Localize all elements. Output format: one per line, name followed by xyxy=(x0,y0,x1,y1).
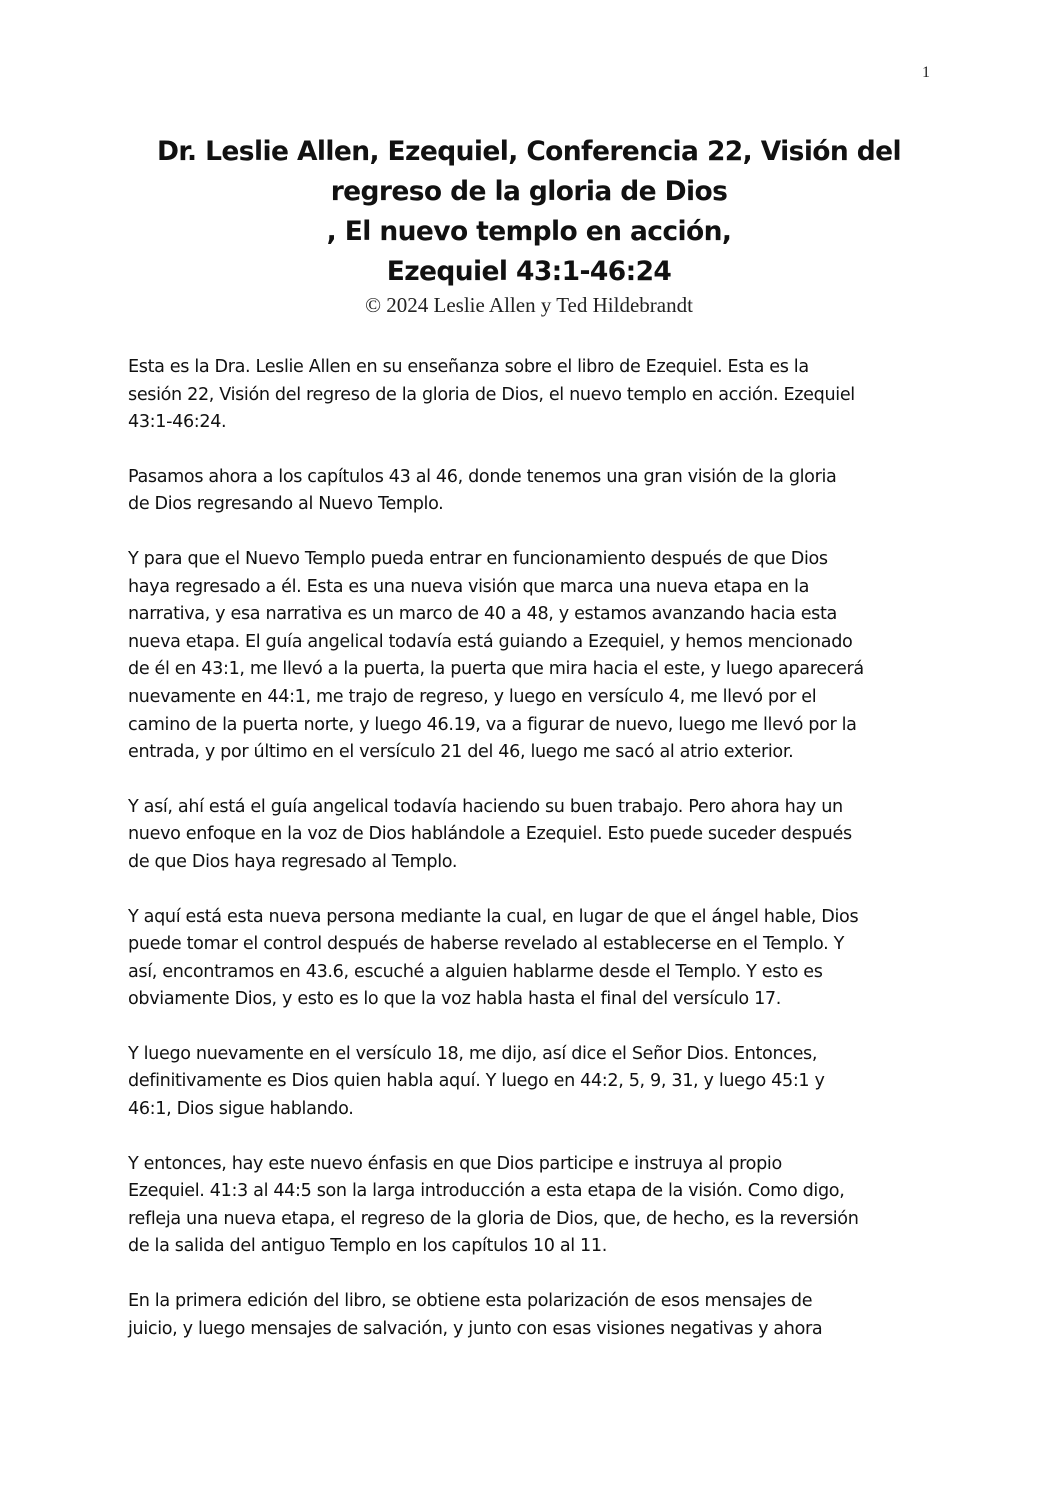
paragraph-line: puede tomar el control después de haberse revelado al establecerse en el Templo. Y xyxy=(128,934,844,955)
paragraph-line: obviamente Dios, y esto es lo que la voz habla hasta el final del versículo 17. xyxy=(128,989,782,1010)
paragraph-line: narrativa, y esa narrativa es un marco de 40 a 48, y estamos avanzando hacia esta xyxy=(128,604,837,625)
title-block xyxy=(100,132,958,318)
paragraph-line: nuevamente en 44:1, me trajo de regreso, y luego en versículo 4, me llevó por el xyxy=(128,686,817,707)
paragraph-line: de Dios regresando al Nuevo Templo. xyxy=(128,494,444,515)
paragraph-line: nueva etapa. El guía angelical todavía está guiando a Ezequiel, y hemos mencionado xyxy=(128,631,853,652)
paragraph-line: de la salida del antiguo Templo en los capítulos 10 al 11. xyxy=(128,1236,607,1257)
paragraph xyxy=(128,464,938,519)
copyright-notice: © 2024 Leslie Allen y Ted Hildebrandt xyxy=(365,293,693,317)
paragraph-line: juicio, y luego mensajes de salvación, y junto con esas visiones negativas y ahora xyxy=(128,1318,823,1339)
paragraph-line: Ezequiel. 41:3 al 44:5 son la larga introducción a esta etapa de la visión. Como digo, xyxy=(128,1181,845,1202)
paragraph-line: definitivamente es Dios quien habla aquí. Y luego en 44:2, 5, 9, 31, y luego 45:1 y xyxy=(128,1071,825,1092)
paragraph-line: refleja una nueva etapa, el regreso de la gloria de Dios, que, de hecho, es la reversión xyxy=(128,1208,859,1229)
paragraph-line: así, encontramos en 43.6, escuché a alguien hablarme desde el Templo. Y esto es xyxy=(128,961,823,982)
paragraph xyxy=(128,1041,938,1124)
paragraph xyxy=(128,1151,938,1261)
paragraph-line: camino de la puerta norte, y luego 46.19, va a figurar de nuevo, luego me llevó por la xyxy=(128,714,857,735)
paragraph-line: Pasamos ahora a los capítulos 43 al 46, donde tenemos una gran visión de la gloria xyxy=(128,466,837,487)
title-line: Ezequiel 43:1-46:24 xyxy=(386,256,672,287)
paragraph-line: Y entonces, hay este nuevo énfasis en que Dios participe e instruya al propio xyxy=(128,1153,782,1174)
paragraph-line: sesión 22, Visión del regreso de la gloria de Dios, el nuevo templo en acción. Ezequiel xyxy=(128,384,855,405)
paragraph-line: Y aquí está esta nueva persona mediante la cual, en lugar de que el ángel hable, Dios xyxy=(128,906,859,927)
body-text xyxy=(128,354,938,1370)
paragraph xyxy=(128,546,938,767)
title-line: regreso de la gloria de Dios xyxy=(330,176,728,207)
paragraph xyxy=(128,1288,938,1343)
paragraph xyxy=(128,904,938,1014)
paragraph-line: nuevo enfoque en la voz de Dios hablándole a Ezequiel. Esto puede suceder después xyxy=(128,824,852,845)
paragraph-line: Y para que el Nuevo Templo pueda entrar en funcionamiento después de que Dios xyxy=(128,548,828,569)
paragraph xyxy=(128,354,938,437)
paragraph-line: Y así, ahí está el guía angelical todavía haciendo su buen trabajo. Pero ahora hay un xyxy=(128,796,843,817)
paragraph xyxy=(128,794,938,877)
paragraph-line: 43:1-46:24. xyxy=(128,412,227,433)
paragraph-line: de él en 43:1, me llevó a la puerta, la puerta que mira hacia el este, y luego aparecerá xyxy=(128,659,864,680)
paragraph-line: de que Dios haya regresado al Templo. xyxy=(128,851,458,872)
page-number: 1 xyxy=(922,64,930,81)
title-line: Dr. Leslie Allen, Ezequiel, Conferencia 22, Visión del xyxy=(156,136,902,167)
paragraph-line: Y luego nuevamente en el versículo 18, me dijo, así dice el Señor Dios. Entonces, xyxy=(128,1043,818,1064)
paragraph-line: Esta es la Dra. Leslie Allen en su enseñanza sobre el libro de Ezequiel. Esta es la xyxy=(128,357,809,377)
paragraph-line: En la primera edición del libro, se obtiene esta polarización de esos mensajes de xyxy=(128,1291,813,1312)
paragraph-line: 46:1, Dios sigue hablando. xyxy=(128,1099,354,1120)
title-line: , El nuevo templo en acción, xyxy=(326,216,732,247)
paragraph-line: entrada, y por último en el versículo 21 del 46, luego me sacó al atrio exterior. xyxy=(128,742,794,763)
paragraph-line: haya regresado a él. Esta es una nueva visión que marca una nueva etapa en la xyxy=(128,576,810,597)
